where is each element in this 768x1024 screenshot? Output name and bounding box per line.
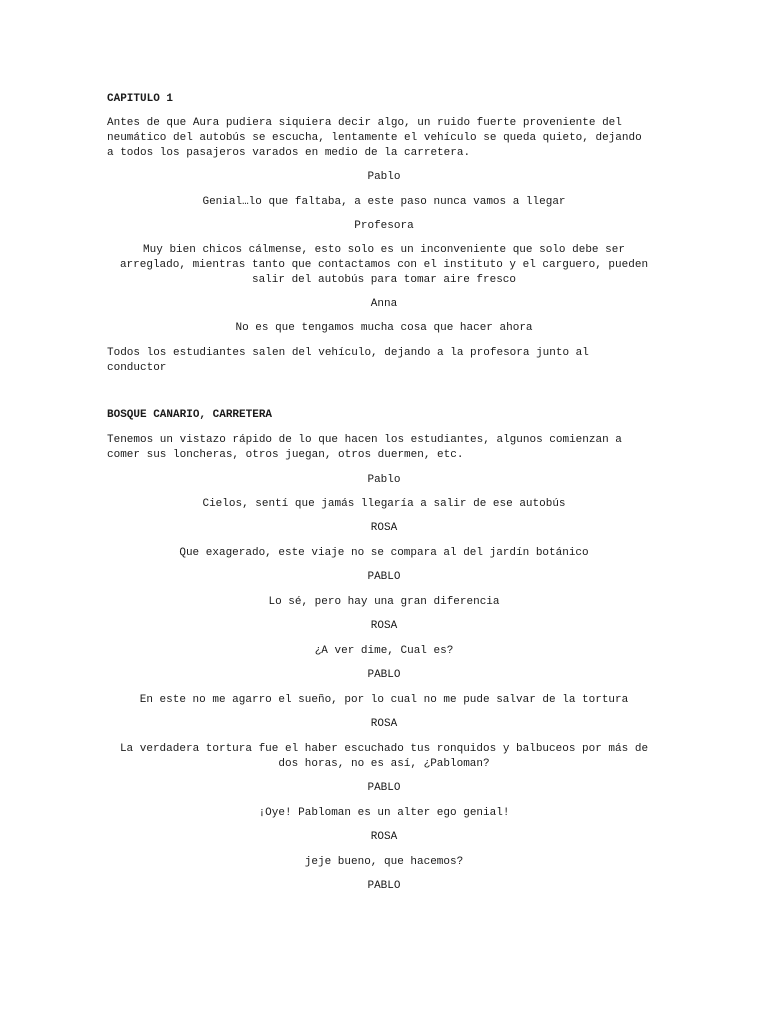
character-name: PABLO [367,571,401,583]
dialogue-line: salir del autobús para tomar aire fresco [251,274,517,286]
character-name: PABLO [367,669,401,681]
dialogue-line: Genial…lo que faltaba, a este paso nunca vamos a llegar [202,196,566,208]
action-line: neumático del autobús se escucha, lentamente el vehículo se queda quieto, dejando [107,132,642,144]
scene-heading: BOSQUE CANARIO, CARRETERA [107,409,273,421]
character-name: Anna [370,298,398,310]
character-name: ROSA [370,522,398,534]
action-line: comer sus loncheras, otros juegan, otros duermen, etc. [107,449,464,461]
character-name: ROSA [370,831,398,843]
character-name: ROSA [370,620,398,632]
chapter-heading: CAPITULO 1 [107,93,174,105]
dialogue-line: Lo sé, pero hay una gran diferencia [268,596,500,608]
dialogue-line: arreglado, mientras tanto que contactamos con el instituto y el carguero, pueden [119,259,649,271]
dialogue-line: Cielos, sentí que jamás llegaría a salir de ese autobús [202,498,566,510]
action-line: a todos los pasajeros varados en medio de la carretera. [107,147,471,159]
dialogue-line: jeje bueno, que hacemos? [304,856,464,868]
action-line: Antes de que Aura pudiera siquiera decir algo, un ruido fuerte proveniente del [107,117,622,129]
dialogue-line: La verdadera tortura fue el haber escuchado tus ronquidos y balbuceos por más de [119,743,649,755]
action-line: Todos los estudiantes salen del vehículo, dejando a la profesora junto al [107,347,589,359]
character-name: Profesora [354,220,414,232]
character-name: ROSA [370,718,398,730]
character-name: PABLO [367,880,401,892]
dialogue-line: dos horas, no es así, ¿Pabloman? [278,758,490,770]
dialogue-line: No es que tengamos mucha cosa que hacer ahora [235,322,533,334]
action-line: Tenemos un vistazo rápido de lo que hacen los estudiantes, algunos comienzan a [107,434,622,446]
dialogue-line: ¡Oye! Pabloman es un alter ego genial! [258,807,510,819]
character-name: Pablo [367,474,401,486]
dialogue-line: Que exagerado, este viaje no se compara al del jardín botánico [179,547,589,559]
dialogue-line: En este no me agarro el sueño, por lo cual no me pude salvar de la tortura [139,694,629,706]
action-line: conductor [107,362,167,374]
character-name: Pablo [367,171,401,183]
dialogue-line: ¿A ver dime, Cual es? [314,645,454,657]
character-name: PABLO [367,782,401,794]
dialogue-line: Muy bien chicos cálmense, esto solo es un inconveniente que solo debe ser [143,244,625,256]
